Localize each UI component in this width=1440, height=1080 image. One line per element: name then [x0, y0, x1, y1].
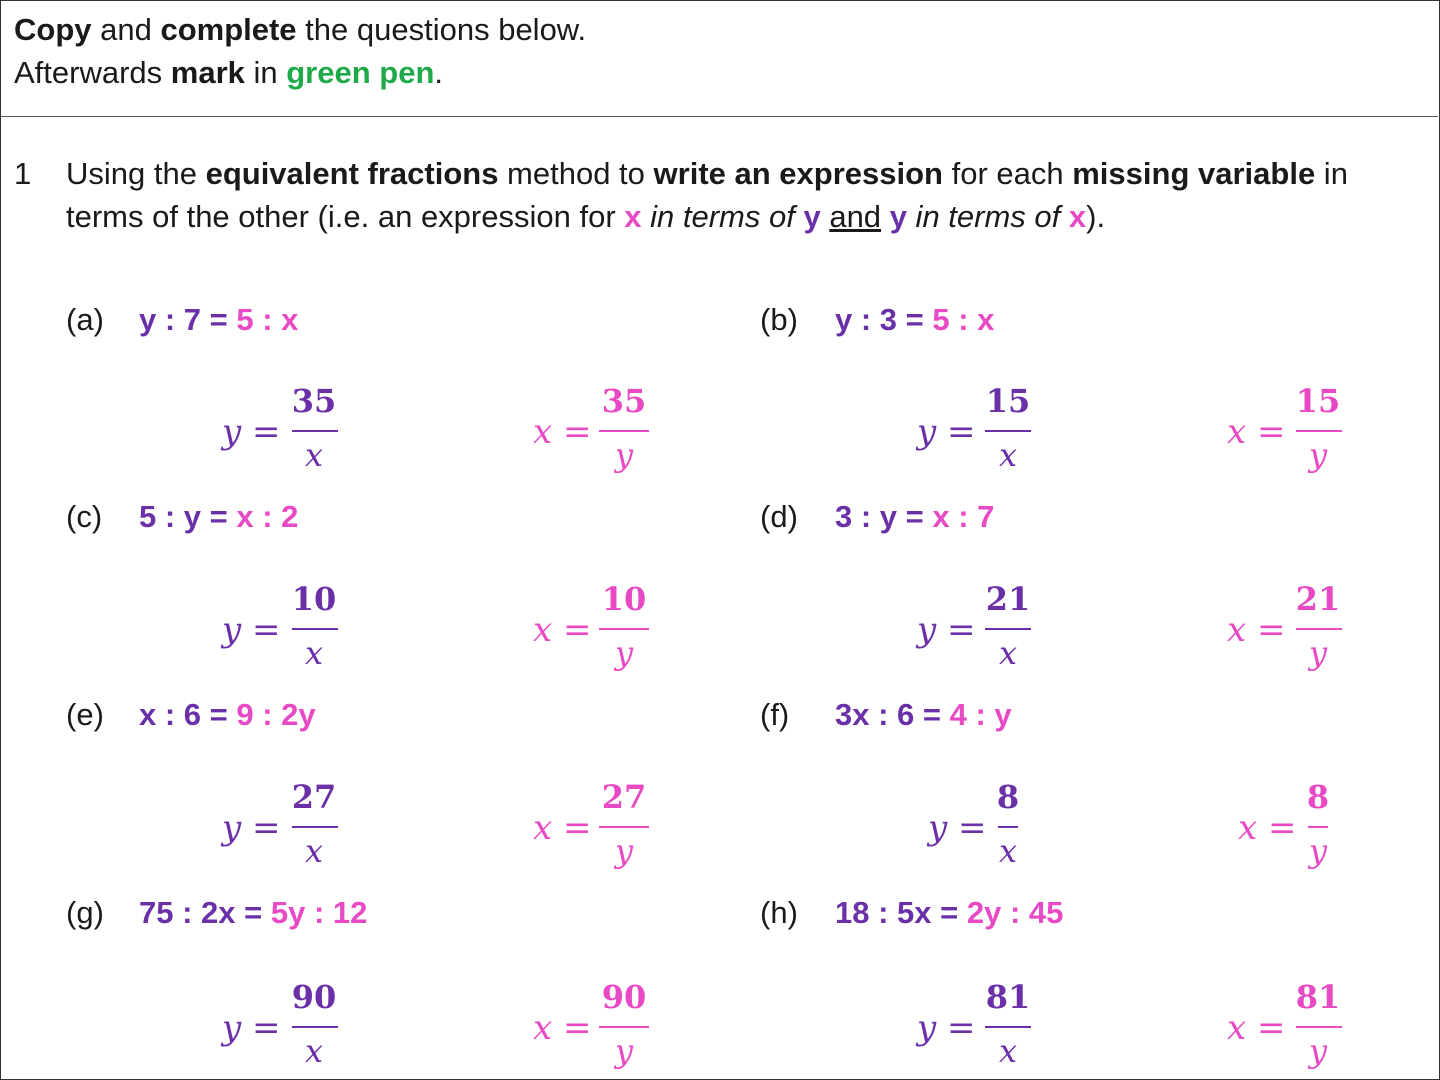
fraction-numerator: 21 [1295, 580, 1341, 618]
fraction-denominator: x [304, 1032, 324, 1070]
fraction-denominator: x [998, 634, 1018, 672]
fraction-numerator: 35 [601, 382, 647, 420]
answer-lhs: y = [917, 412, 976, 452]
part-label: (g) [66, 895, 104, 930]
fraction-numerator: 15 [985, 382, 1031, 420]
answer-lhs: y = [928, 808, 987, 848]
part-label: (c) [66, 499, 103, 534]
fraction-bar [292, 430, 338, 432]
fraction-bar [599, 1026, 649, 1028]
fraction-numerator: 27 [601, 778, 647, 816]
fraction-denominator: y [614, 634, 634, 672]
instruction-line-1: Copy and complete the questions below. [14, 12, 587, 47]
fraction-denominator: y [1308, 832, 1328, 870]
answer-lhs: y = [222, 1008, 281, 1048]
fraction-denominator: x [304, 634, 324, 672]
fraction-bar [599, 430, 649, 432]
part-label: (e) [66, 697, 104, 732]
fraction-bar [599, 628, 649, 630]
fraction-numerator: 8 [1306, 778, 1330, 816]
part-equation: 5 : y = x : 2 [139, 499, 299, 534]
question-number: 1 [14, 156, 32, 191]
fraction-denominator: x [998, 436, 1018, 474]
fraction-denominator: x [998, 832, 1018, 870]
part-label: (f) [760, 697, 790, 732]
answer-lhs: y = [917, 610, 976, 650]
part-equation: 75 : 2x = 5y : 12 [139, 895, 368, 930]
fraction-numerator: 90 [601, 978, 647, 1016]
fraction-bar [1296, 430, 1342, 432]
fraction-bar [1308, 826, 1328, 828]
answer-lhs: x = [533, 1008, 592, 1048]
answer-lhs: x = [533, 412, 592, 452]
fraction-bar [1296, 628, 1342, 630]
instruction-line-2: Afterwards mark in green pen. [14, 55, 444, 90]
fraction-numerator: 10 [601, 580, 647, 618]
part-label: (h) [760, 895, 798, 930]
fraction-denominator: x [998, 1032, 1018, 1070]
question-text-line-2: terms of the other (i.e. an expression for x in terms of y and y in terms of x). [66, 199, 1106, 234]
part-equation: 3x : 6 = 4 : y [835, 697, 1012, 732]
fraction-numerator: 10 [291, 580, 337, 618]
part-equation: y : 7 = 5 : x [139, 302, 299, 337]
answer-lhs: y = [917, 1008, 976, 1048]
answer-lhs: x = [533, 610, 592, 650]
fraction-bar [599, 826, 649, 828]
answer-lhs: x = [1227, 412, 1286, 452]
fraction-denominator: y [1308, 436, 1328, 474]
fraction-bar [1296, 1026, 1342, 1028]
answer-lhs: x = [1227, 1008, 1286, 1048]
answer-lhs: x = [1238, 808, 1297, 848]
part-equation: 3 : y = x : 7 [835, 499, 995, 534]
fraction-denominator: y [614, 436, 634, 474]
question-text-line-1: Using the equivalent fractions method to write an expression for each missing variable in [66, 156, 1348, 191]
part-label: (a) [66, 302, 104, 337]
fraction-denominator: y [1308, 634, 1328, 672]
fraction-numerator: 21 [985, 580, 1031, 618]
fraction-denominator: y [1308, 1032, 1328, 1070]
fraction-numerator: 27 [291, 778, 337, 816]
answer-lhs: y = [222, 808, 281, 848]
fraction-bar [998, 826, 1018, 828]
fraction-denominator: x [304, 832, 324, 870]
fraction-bar [292, 628, 338, 630]
fraction-numerator: 81 [985, 978, 1031, 1016]
fraction-bar [292, 1026, 338, 1028]
fraction-numerator: 15 [1295, 382, 1341, 420]
part-label: (b) [760, 302, 798, 337]
answer-lhs: y = [222, 610, 281, 650]
fraction-bar [985, 628, 1031, 630]
fraction-denominator: y [614, 1032, 634, 1070]
part-label: (d) [760, 499, 798, 534]
fraction-bar [985, 430, 1031, 432]
answer-lhs: x = [1227, 610, 1286, 650]
part-equation: x : 6 = 9 : 2y [139, 697, 316, 732]
header-divider [1, 116, 1438, 117]
fraction-bar [292, 826, 338, 828]
fraction-numerator: 81 [1295, 978, 1341, 1016]
fraction-numerator: 90 [291, 978, 337, 1016]
fraction-denominator: x [304, 436, 324, 474]
answer-lhs: x = [533, 808, 592, 848]
fraction-denominator: y [614, 832, 634, 870]
part-equation: 18 : 5x = 2y : 45 [835, 895, 1064, 930]
fraction-numerator: 35 [291, 382, 337, 420]
answer-lhs: y = [222, 412, 281, 452]
fraction-bar [985, 1026, 1031, 1028]
part-equation: y : 3 = 5 : x [835, 302, 995, 337]
fraction-numerator: 8 [996, 778, 1020, 816]
